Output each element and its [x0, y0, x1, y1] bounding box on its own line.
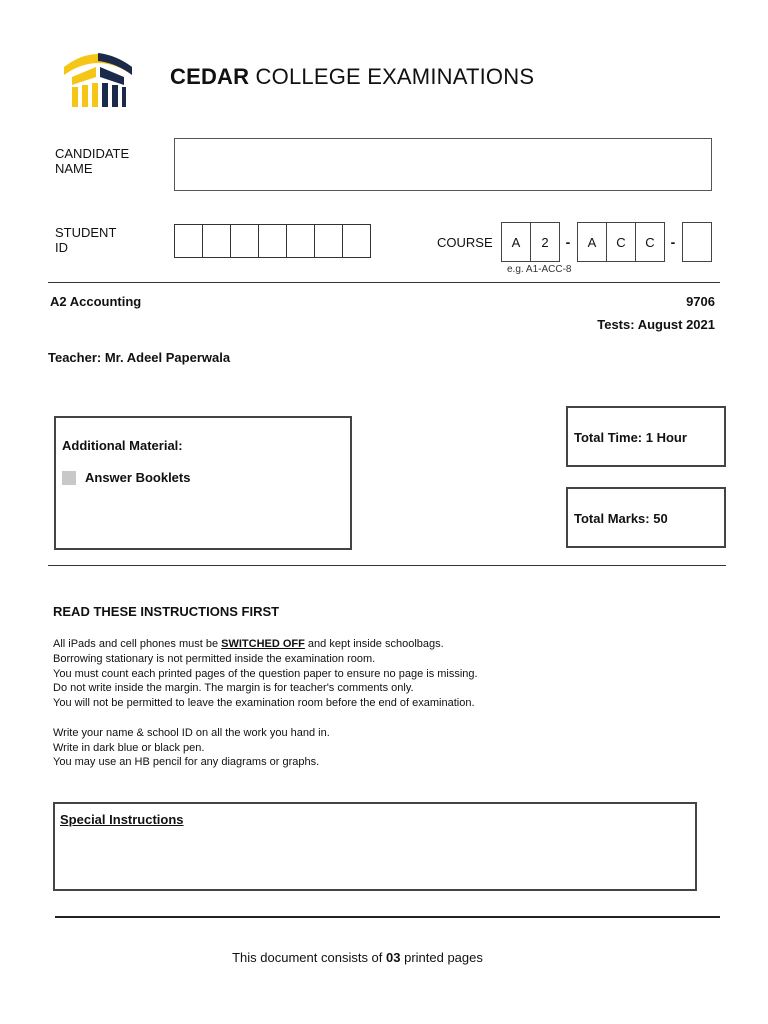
divider	[55, 916, 720, 918]
material-checkbox[interactable]	[62, 471, 76, 485]
instruction-line: Write in dark blue or black pen.	[53, 741, 205, 754]
total-time-box	[566, 406, 726, 467]
instruction-line: Write your name & school ID on all the work you hand in.	[53, 726, 330, 739]
instruction-line: You will not be permitted to leave the examination room before the end of examination.	[53, 697, 475, 710]
subject-code: 9706	[686, 294, 715, 309]
instruction-line: You may use an HB pencil for any diagrams or graphs.	[53, 756, 320, 769]
instructions-list	[53, 637, 478, 770]
candidate-name-label: CANDIDATE NAME	[55, 146, 130, 176]
student-id-digit-box[interactable]	[342, 224, 371, 258]
instructions-title: READ THESE INSTRUCTIONS FIRST	[53, 604, 280, 619]
course-code-box[interactable]: A	[501, 222, 531, 262]
student-id-digit-box[interactable]	[286, 224, 315, 258]
course-code-box[interactable]	[682, 222, 712, 262]
additional-material-box	[54, 416, 352, 550]
total-marks-box	[566, 487, 726, 548]
course-separator: -	[670, 234, 676, 250]
course-code-box[interactable]: C	[635, 222, 665, 262]
college-logo-icon	[60, 45, 136, 109]
instruction-line: You must count each printed pages of the question paper to ensure no page is missing.	[53, 667, 478, 680]
instruction-line: All iPads and cell phones must be SWITCHED OFF and kept inside schoolbags.	[53, 638, 444, 650]
student-id-digit-box[interactable]	[202, 224, 231, 258]
student-id-boxes	[174, 224, 370, 258]
student-id-digit-box[interactable]	[230, 224, 259, 258]
page-count-footer: This document consists of 03 printed pages	[232, 950, 483, 965]
course-code-box[interactable]: A	[577, 222, 607, 262]
additional-material-title: Additional Material:	[62, 438, 183, 453]
special-instructions-box	[53, 802, 697, 891]
student-id-digit-box[interactable]	[258, 224, 287, 258]
subject-title: A2 Accounting	[50, 294, 142, 309]
material-item	[62, 470, 190, 485]
total-time: Total Time: 1 Hour	[574, 430, 687, 445]
student-id-digit-box[interactable]	[174, 224, 203, 258]
material-item-label: Answer Booklets	[85, 470, 191, 485]
course-example: e.g. A1-ACC-8	[507, 264, 572, 275]
student-id-digit-box[interactable]	[314, 224, 343, 258]
divider	[48, 282, 720, 283]
exam-session: Tests: August 2021	[597, 317, 715, 332]
course-code-box[interactable]: 2	[530, 222, 560, 262]
org-title: CEDAR COLLEGE EXAMINATIONS	[170, 64, 535, 89]
course-separator: -	[565, 234, 571, 250]
divider	[48, 565, 726, 566]
candidate-name-field[interactable]	[174, 138, 712, 191]
instruction-line: Do not write inside the margin. The margin is for teacher's comments only.	[53, 682, 414, 695]
student-id-label: STUDENT ID	[55, 225, 117, 255]
course-code-row	[501, 222, 711, 262]
teacher-name: Teacher: Mr. Adeel Paperwala	[48, 350, 231, 365]
special-instructions-title: Special Instructions	[60, 812, 184, 827]
instruction-line: Borrowing stationary is not permitted inside the examination room.	[53, 652, 376, 665]
total-marks: Total Marks: 50	[574, 511, 668, 526]
course-code-box[interactable]: C	[606, 222, 636, 262]
course-label: COURSE	[437, 235, 493, 250]
